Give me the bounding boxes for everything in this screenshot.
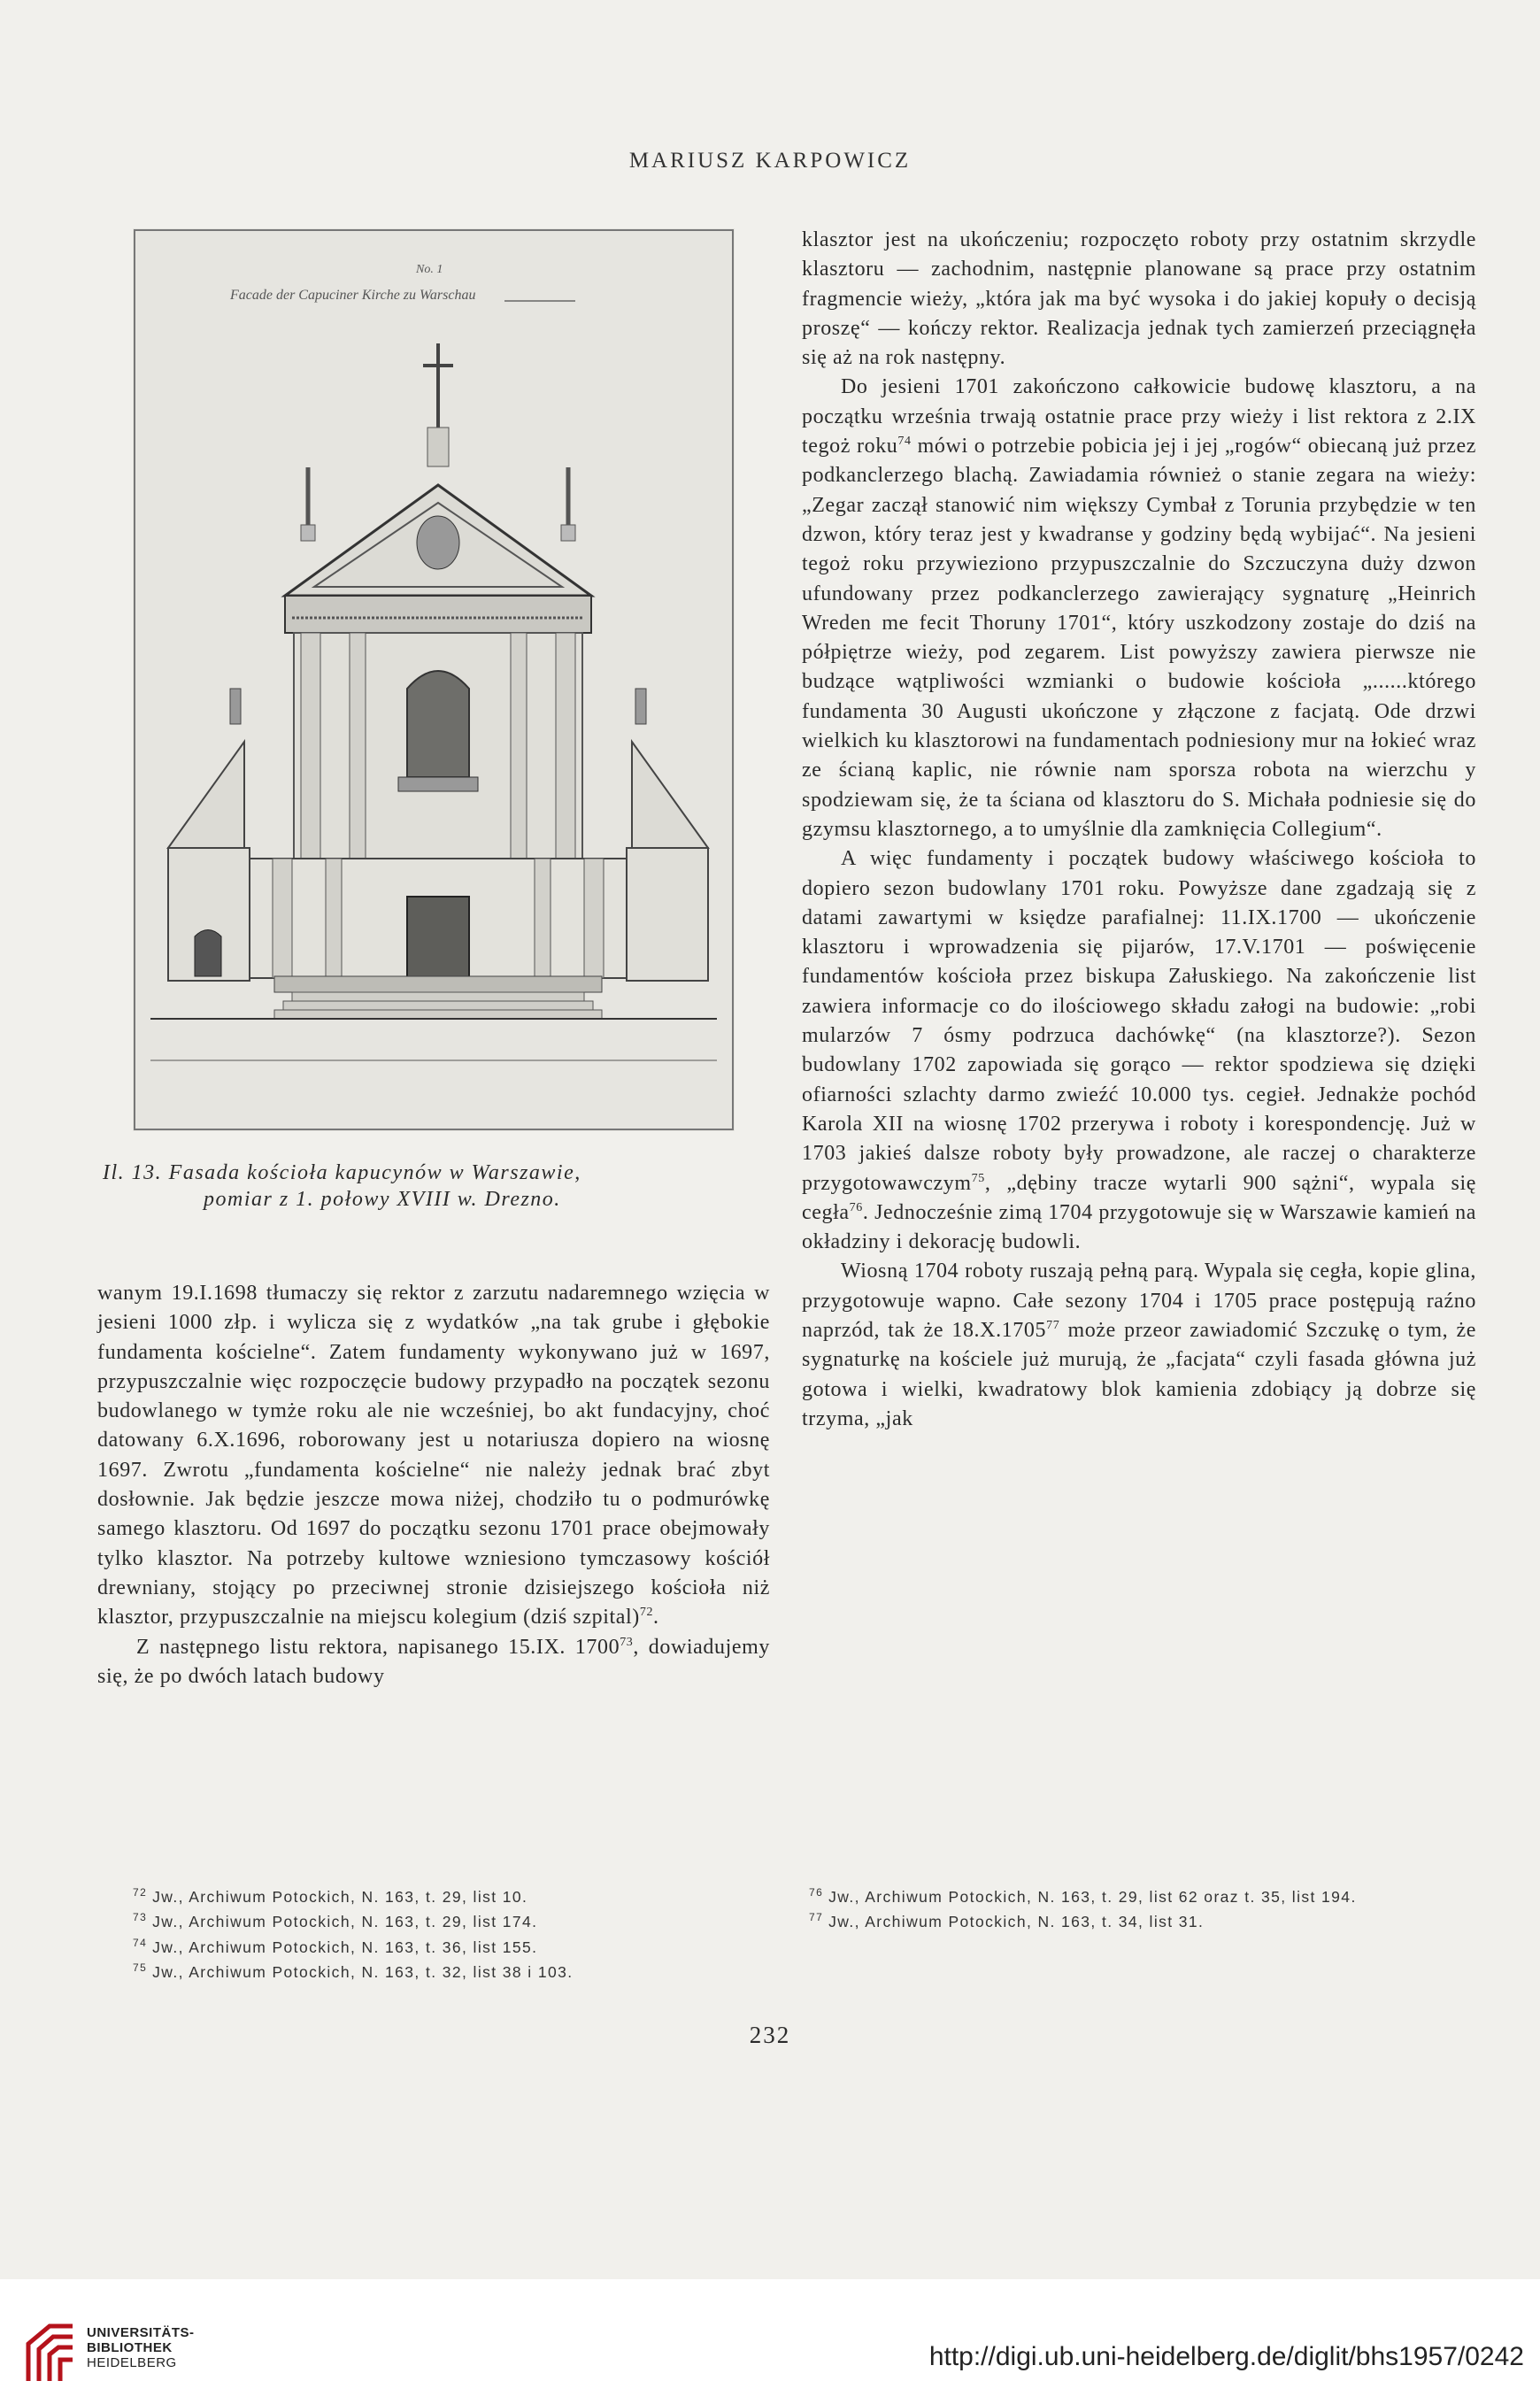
paragraph: wanym 19.I.1698 tłumaczy się rektor z zarzutu nadaremnego wzięcia w jesieni 1000 złp. i wylicza się z wydatków „na tak grube i głębokie fundamenta kościelne“. Zatem fundamenty wykonywano już w 1697, przypuszczalnie więc rozpoczęcie budowy przypadło na początek sezonu budowlanego w tymże roku ale nie wcześniej, bo akt fundacyjny, choć datowany 6.X.1696, roborowany jest u notariusza dopiero na wiosnę 1697. Zwrotu „fundamenta kościelne“ nie należy jednak brać zbyt dosłownie. Jak będzie jeszcze mowa niżej, chodziło tu o podmurówkę samego klasztoru. Od 1697 do początku sezonu 1701 prace obejmowały tylko klasztor. Na potrzeby kultowe wzniesiono tymczasowy kościół drewniany, stojący po przeciwnej stronie dzisiejszego kościoła niż klasztor, przypuszczalnie na miejscu kolegium (dziś szpital)$^{72}$. (97, 1282, 770, 1630)
sheet-number: No. 1 (416, 263, 443, 276)
right-column (802, 226, 1476, 1434)
library-name (87, 2325, 195, 2370)
footnote-number: 72 (133, 1886, 148, 1899)
footnote-ref[interactable]: 73 (620, 1635, 634, 1649)
paragraph-text: Z następnego listu rektora, napisanego 15.IX. 1700 (136, 1635, 620, 1659)
library-name-line: BIBLIOTHEK (87, 2340, 173, 2355)
footnote-number: 73 (133, 1911, 148, 1924)
footnote-text: Jw., Archiwum Potockich, N. 163, t. 34, list 31. (828, 1913, 1205, 1931)
footnote-text: Jw., Archiwum Potockich, N. 163, t. 29, list 62 oraz t. 35, list 194. (828, 1887, 1357, 1906)
paragraph (802, 373, 1476, 844)
footnotes-left (133, 1883, 770, 1983)
source-url-link[interactable]: http://digi.ub.uni-heidelberg.de/diglit/bhs1957/0242 (928, 2342, 1524, 2371)
footnote-number: 76 (809, 1886, 824, 1899)
facade-drawing (133, 228, 735, 1131)
footnote-number: 75 (133, 1961, 148, 1974)
paragraph (802, 1257, 1476, 1434)
paragraph-text: może przeor zawiadomić Szczukę o tym, że sygnaturkę na kościele już murują, że „facjata“ czyli fasada główna już gotowa i wielki, kwadratowy blok kamienia zdobiący ją dobrze się trzyma, „jak (802, 1318, 1476, 1430)
footnote (809, 1883, 1482, 1907)
footnotes-right (809, 1883, 1482, 1933)
running-head: MARIUSZ KARPOWICZ (628, 149, 912, 173)
footnote (809, 1907, 1482, 1932)
paragraph-text: Wiosną 1704 roboty ruszają pełną parą. Wypala się cegła, kopie glina, przygotowuje wapno. Całe sezony 1704 i 1705 prace postępują raźno naprzód, tak że 18.X.1705 (802, 1260, 1476, 1342)
footnote-ref[interactable]: 72 (639, 1606, 654, 1620)
paragraph-text: , „dębiny tracze wytarli 900 sążni“, wypala się cegła (802, 1171, 1476, 1224)
footnote-ref[interactable]: 75 (971, 1171, 985, 1185)
coat-of-arms-icon (417, 516, 459, 569)
footnote-number: 74 (133, 1936, 148, 1949)
paragraph-text: . Jednocześnie zimą 1704 przygotowuje się w Warszawie kamień na okładziny i dekorację budowli. (802, 1200, 1476, 1254)
footnote-text: Jw., Archiwum Potockich, N. 163, t. 29, list 10. (152, 1887, 528, 1906)
footnote-text: Jw., Archiwum Potockich, N. 163, t. 36, list 155. (152, 1938, 538, 1956)
side-door-left (195, 930, 221, 977)
footnote-ref[interactable]: 77 (1046, 1318, 1060, 1332)
main-portal (407, 897, 469, 978)
library-logo-icon[interactable] (19, 2319, 81, 2385)
statue-right-icon (635, 689, 646, 724)
statue-left-icon (230, 689, 241, 724)
paragraph-text: A więc fundamenty i początek budowy właściwego kościoła to dopiero sezon budowlany 1701 roku. Powyższe dane zgadzają się z datami zawartymi w księdze parafialnej: 11.IX.1700 — ukończenie klasztoru i wprowadzenia się pijarów, 17.V.1701 — poświęcenie fundamentów kościoła przez biskupa Załuskiego. Na zakończenie list zawiera informacje co do ilościowego składu załogi na budowie: „robi mularzów 7 ósmy podrzuca dachówkę“ (na klasztorze?). Sezon budowlany 1702 zapowiada się gorąco — rektor spodziewa się dzięki ofiarności szlachty darmo zwieźć 10.000 tys. cegieł. Jednakże pochód Karola XII na wiosnę 1702 przerywa i roboty i korespondencję. Już w 1703 jakieś dalsze roboty były prowadzone, ale raczej o charakterze przygotowawczym (802, 847, 1476, 1195)
footnote-number: 77 (809, 1911, 824, 1924)
figure-caption (103, 1160, 775, 1213)
facade-drawing-svg (133, 228, 735, 1131)
library-name-line: UNIVERSITÄTS- (87, 2325, 195, 2340)
paragraph-text: Do jesieni 1701 zakończono całkowicie budowę klasztoru, a na początku września trwają ostatnie prace przy wieży i list rektora z 2.IX tegoż roku (802, 375, 1476, 458)
footnote (133, 1958, 770, 1983)
arched-window (407, 671, 469, 777)
footnote-text: Jw., Archiwum Potockich, N. 163, t. 32, list 38 i 103. (152, 1962, 574, 1981)
footnote (133, 1907, 770, 1932)
footnote (133, 1933, 770, 1958)
library-name-line: HEIDELBERG (87, 2355, 177, 2370)
paragraph: klasztor jest na ukończeniu; rozpoczęto roboty przy ostatnim skrzydle klasztoru — zachodnim, następnie planowane są prace przy ostatnim fragmencie wieży, „która jak ma być wysoka i do jakiej kopuły o decisją proszę“ — kończy rektor. Realizacja jednak tych zamierzeń przeciągnęła się aż na rok następny. (802, 228, 1476, 370)
paragraph-text: wanym 19.I.1698 tłumaczy się rektor z zarzutu nadaremnego wzięcia w jesieni 1000 złp. i wylicza się z wydatków „na tak grube i głębokie fundamenta kościelne“. Zatem fundamenty wykonywano już w 1697, przypuszczalnie więc rozpoczęcie budowy przypadło na początek sezonu budowlanego w tymże roku ale nie wcześniej, bo akt fundacyjny, choć datowany 6.X.1696, roborowany jest u notariusza dopiero na wiosnę 1697. Zwrotu „fundamenta kościelne“ nie należy jednak brać zbyt dosłownie. Jak będzie jeszcze mowa niżej, chodziło tu o podmurówkę samego klasztoru. Od 1697 do początku sezonu 1701 prace obejmowały tylko klasztor. Na potrzeby kultowe wzniesiono tymczasowy kościół drewniany, stojący po przeciwnej stronie dzisiejszego kościoła niż klasztor, przypuszczalnie na miejscu kolegium (dziś szpital) (97, 1282, 770, 1630)
footnote-ref[interactable]: 76 (849, 1200, 863, 1214)
sheet-title: Facade der Capuciner Kirche zu Warschau (230, 288, 476, 303)
footnote (133, 1883, 770, 1907)
caption-line-2: pomiar z 1. połowy XVIII w. Drezno. (204, 1188, 561, 1211)
paragraph-text: mówi o potrzebie pobicia jej i jej „rogów“ obiecaną już przez podkanclerzego blachą. Zawiadamia również o stanie zegara na wieży: „Zegar zaczął stanowić nim większy Cymbał z Torunia przybędzie w ten dzwon, który teraz jest y kwadranse y godziny będą wybijać“. Na jesieni tegoż roku przywieziono przypuszczalnie do Szczuczyna duży dzwon ufundowany przez podkanclerzego zawierający sygnaturę „Heinrich Wreden me fecit Thoruny 1701“, który uszkodzony zostaje do dziś na półpiętrze wieży, pod zegarem. List powyższy zawiera pierwsze nie budzące wątpliwości wzmianki o budowie kościoła „......którego fundamenta 30 Augusti ukończone y złączone z facjatą. Ode drzwi wielkich ku klasztorowi na fundamentach podniesiony mur na łokieć wraz ze ścianą kaplic, nie równie nam sporsza robota na wierzchu y spodziewam się, że ta ściana od klasztoru do S. Michała podniesie się do gzymsu klasztornego, a to umyślnie dla zamknięcia Collegium“. (802, 435, 1477, 841)
footnote-text: Jw., Archiwum Potockich, N. 163, t. 29, list 174. (152, 1913, 538, 1931)
caption-line-1: Il. 13. Fasada kościoła kapucynów w Warszawie, (103, 1161, 581, 1184)
paragraph (802, 844, 1476, 1257)
paragraph (97, 1633, 770, 1692)
entablature (285, 596, 591, 633)
paragraph-text: , dowiadujemy się, że po dwóch latach budowy (97, 1635, 770, 1688)
page-number: 232 (749, 2022, 791, 2048)
left-column (97, 1279, 770, 1691)
footnote-ref[interactable]: 74 (897, 435, 912, 449)
